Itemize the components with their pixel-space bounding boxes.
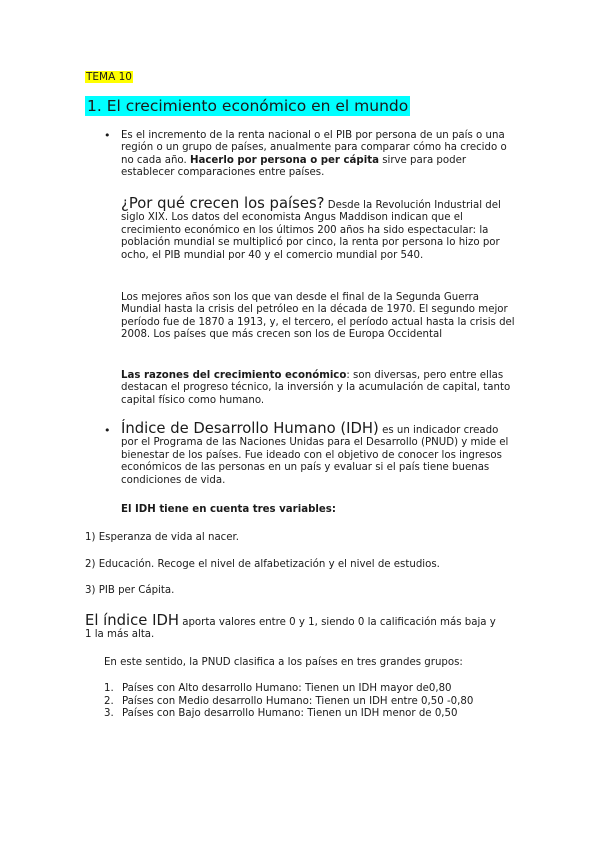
list-item bbox=[104, 696, 524, 709]
list-text: Países con Alto desarrollo Humano: Tienen un IDH mayor de0,80 bbox=[122, 683, 452, 694]
index-title: El índice IDH bbox=[85, 612, 179, 629]
variable-item: 2) Educación. Recoge el nivel de alfabetización y el nivel de estudios. bbox=[85, 559, 440, 570]
index-text: aporta valores entre 0 y 1, siendo 0 la calificación más baja y 1 la más alta. bbox=[85, 617, 496, 641]
why-title: ¿Por qué crecen los países? bbox=[121, 195, 325, 212]
list-number: 2. bbox=[104, 695, 114, 707]
bullet-marker: • bbox=[104, 129, 111, 142]
idh-title: Índice de Desarrollo Humano (IDH) bbox=[121, 420, 379, 437]
reasons-text: : son diversas, pero entre ellas destacan el progreso técnico, la inversión y la acumulación de capital, tanto capital físico como humano. bbox=[121, 370, 511, 406]
reasons-bold: Las razones del crecimiento económico bbox=[121, 370, 347, 381]
groups-list bbox=[104, 683, 524, 721]
paragraph-reasons bbox=[121, 370, 516, 407]
pnud-intro: En este sentido, la PNUD clasifica a los países en tres grandes grupos: bbox=[104, 657, 463, 668]
variable-item: 3) PIB per Cápita. bbox=[85, 585, 175, 596]
paragraph-best-years: Los mejores años son los que van desde el final de la Segunda Guerra Mundial hasta la crisis del petróleo en la década de 1970. El segundo mejor período fue de 1870 a 1913, y, el tercero, el período actual hasta la crisis del 2008. Los países que más crecen son los de Europa Occidental bbox=[121, 292, 515, 341]
list-item bbox=[104, 683, 524, 696]
list-item bbox=[104, 708, 524, 721]
list-number: 3. bbox=[104, 708, 114, 720]
tema-label: TEMA 10 bbox=[86, 71, 132, 83]
variables-title-text: El IDH tiene en cuenta tres variables: bbox=[121, 504, 336, 515]
definition-text: Es el incremento de la renta nacional o el PIB por persona de un país o una región o un grupo de países, anualmente para comparar cómo ha crecido o no cada año. bbox=[121, 130, 507, 166]
list-text: Países con Bajo desarrollo Humano: Tienen un IDH menor de 0,50 bbox=[122, 708, 458, 720]
paragraph-index bbox=[85, 612, 505, 642]
idh-text: es un indicador creado por el Programa de las Naciones Unidas para el Desarrollo (PNUD) y mide el bienestar de los países. Fue ideado con el objetivo de conocer los ingresos económicos de las personas en un país y evaluar si el país tiene buenas condiciones de vida. bbox=[121, 425, 509, 486]
why-text: Desde la Revolución Industrial del siglo XIX. Los datos del economista Angus Maddison indican que el crecimiento económico en los últimos 200 años ha sido espectacular: la población mundial se multiplicó por cinco, la renta por persona lo hizo por ocho, el PIB mundial por 40 y el comercio mundial por 540. bbox=[121, 200, 501, 261]
list-number: 1. bbox=[104, 683, 114, 694]
definition-bold: Hacerlo por persona o per cápita bbox=[189, 154, 379, 166]
list-text: Países con Medio desarrollo Humano: Tienen un IDH entre 0,50 -0,80 bbox=[122, 695, 474, 707]
bullet-marker-idh: • bbox=[104, 424, 111, 437]
paragraph-definition bbox=[121, 130, 513, 180]
variables-title bbox=[121, 504, 336, 516]
definition-text-end: sirve para poder establecer comparaciones entre países. bbox=[121, 154, 467, 179]
variable-item: 1) Esperanza de vida al nacer. bbox=[85, 532, 240, 543]
paragraph-idh bbox=[121, 420, 516, 487]
section-heading: 1. El crecimiento económico en el mundo bbox=[87, 97, 409, 115]
paragraph-why bbox=[121, 195, 516, 262]
